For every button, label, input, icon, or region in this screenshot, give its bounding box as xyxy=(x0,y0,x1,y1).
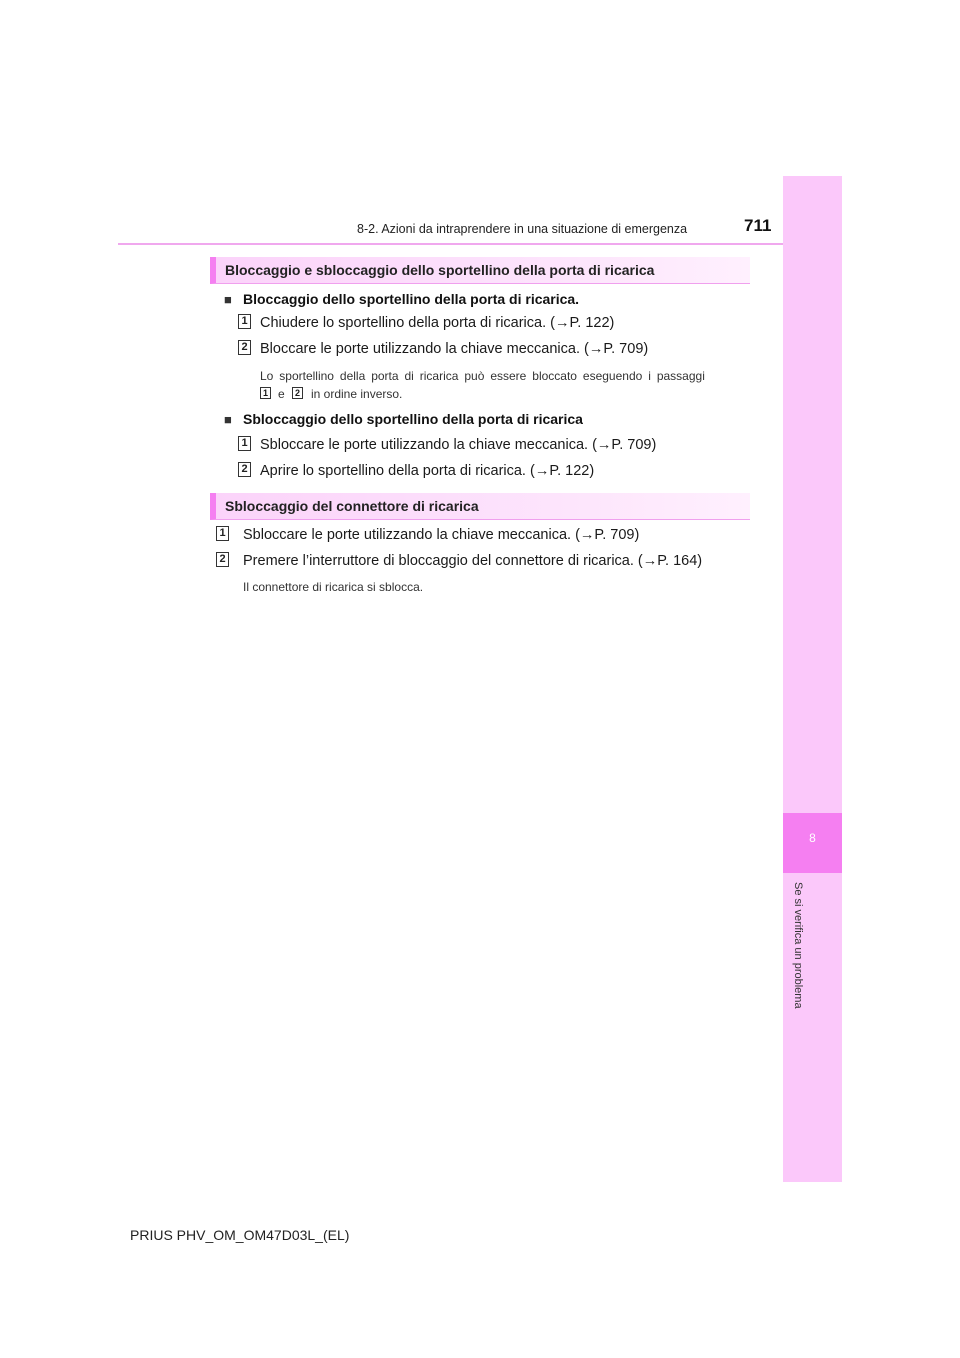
section-title: Bloccaggio e sbloccaggio dello sportellino della porta di ricarica xyxy=(225,262,655,278)
chapter-number: 8 xyxy=(809,831,816,845)
step-text: Aprire lo sportellino della porta di ricarica. (→P. 122) xyxy=(260,463,595,479)
footer-doc-code: PRIUS PHV_OM_OM47D03L_(EL) xyxy=(130,1227,350,1243)
section-bar-charge-port-door xyxy=(210,257,750,284)
step-number-icon: 1 xyxy=(238,436,251,451)
step-text: Sbloccare le porte utilizzando la chiave meccanica. (→P. 709) xyxy=(260,437,657,453)
step-text: Sbloccare le porte utilizzando la chiave meccanica. (→P. 709) xyxy=(243,527,640,543)
lock-note-line2: in ordine inverso. xyxy=(311,387,403,401)
step-text: Chiudere lo sportellino della porta di ricarica. (→P. 122) xyxy=(260,315,615,331)
header-rule xyxy=(118,243,842,245)
step-text: Bloccare le porte utilizzando la chiave meccanica. (→P. 709) xyxy=(260,341,649,357)
section-bar-connector-unlock xyxy=(210,493,750,520)
step-number-icon: 2 xyxy=(216,552,229,567)
step-number-icon: 2 xyxy=(238,340,251,355)
chapter-label: Se si verifica un problema xyxy=(792,882,804,1009)
subsection-heading-unlock: Sbloccaggio dello sportellino della porta di ricarica xyxy=(243,411,583,427)
bullet-square-icon: ■ xyxy=(224,292,232,307)
bullet-square-icon: ■ xyxy=(224,412,232,427)
lock-note-line1: Lo sportellino della porta di ricarica può essere bloccato eseguendo i passaggi xyxy=(260,369,705,383)
step-ref-icon: 1 xyxy=(260,387,271,399)
subsection-heading-lock: Bloccaggio dello sportellino della porta di ricarica. xyxy=(243,291,580,307)
header-title: 8-2. Azioni da intraprendere in una situazione di emergenza xyxy=(357,222,688,236)
step-number-icon: 2 xyxy=(238,462,251,477)
step-text: Premere l’interruttore di bloccaggio del connettore di ricarica. (→P. 164) xyxy=(243,553,703,569)
step-number-icon: 1 xyxy=(238,314,251,329)
page-number: 711 xyxy=(744,216,772,235)
lock-note-conjunction: e xyxy=(278,387,285,401)
step-ref-icon: 2 xyxy=(292,387,303,399)
section-title: Sbloccaggio del connettore di ricarica xyxy=(225,498,479,514)
connector-note: Il connettore di ricarica si sblocca. xyxy=(243,580,424,594)
step-number-icon: 1 xyxy=(216,526,229,541)
